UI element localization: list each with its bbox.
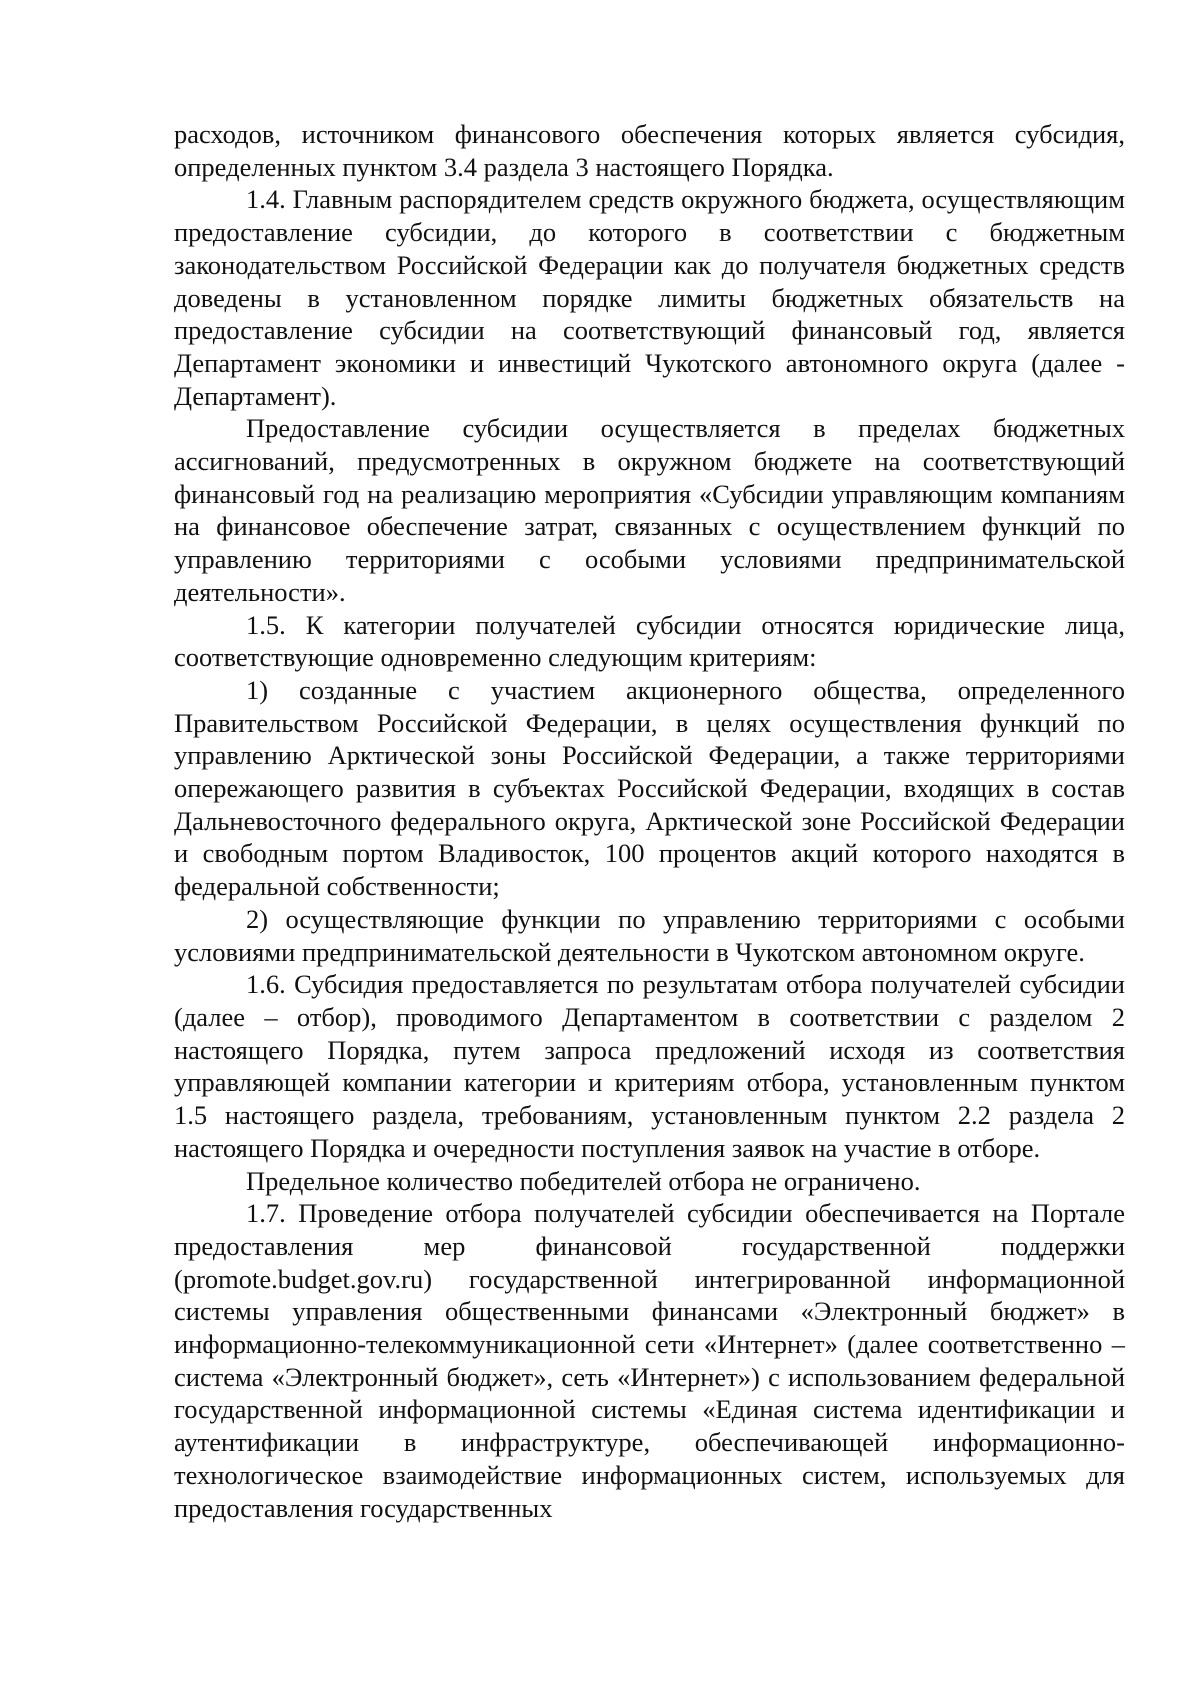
paragraph-item-1-7: 1.7. Проведение отбора получателей субсидии обеспечивается на Портале предоставления мер финансовой государственной поддержки (promote.budget.gov.ru) государственной интегрированной информационной системы управления общественными финансами «Электронный бюджет» в информационно-телекоммуникационной сети «Интернет» (далее соответственно – система «Электронный бюджет», сеть «Интернет») с использованием федеральной государственной информационной системы «Единая система идентификации и аутентификации в инфраструктуре, обеспечивающей информационно-технологическое взаимодействие информационных систем, используемых для предоставления государственных bbox=[174, 1198, 1125, 1523]
paragraph-item-1-4: 1.4. Главным распорядителем средств окружного бюджета, осуществляющим предоставление субсидии, до которого в соответствии с бюджетным законодательством Российской Федерации как до получателя бюджетных средств доведены в установленном порядке лимиты бюджетных обязательств на предоставление субсидии на соответствующий финансовый год, является Департамент экономики и инвестиций Чукотского автономного округа (далее - Департамент). bbox=[174, 184, 1125, 411]
paragraph-winners-limit: Предельное количество победителей отбора не ограничено. bbox=[246, 1165, 921, 1196]
document-page bbox=[174, 118, 1125, 1524]
paragraph-continuation: расходов, источником финансового обеспечения которых является субсидия, определенных пунктом 3.4 раздела 3 настоящего Порядка. bbox=[174, 119, 1125, 182]
paragraph-budget-allocations: Предоставление субсидии осуществляется в пределах бюджетных ассигнований, предусмотренных в окружном бюджете на соответствующий финансовый год на реализацию мероприятия «Субсидии управляющим компаниям на финансовое обеспечение затрат, связанных с осуществлением функций по управлению территориями с особыми условиями предпринимательской деятельности». bbox=[174, 413, 1125, 607]
paragraph-criterion-1: 1) созданные с участием акционерного общества, определенного Правительством Российской Федерации, в целях осуществления функций по управлению Арктической зоны Российской Федерации, а также территориями опережающего развития в субъектах Российской Федерации, входящих в состав Дальневосточного федерального округа, Арктической зоне Российской Федерации и свободным портом Владивосток, 100 процентов акций которого находятся в федеральной собственности; bbox=[174, 674, 1125, 902]
paragraph-criterion-2: 2) осуществляющие функции по управлению территориями с особыми условиями предпринимательской деятельности в Чукотском автономном округе. bbox=[174, 903, 1125, 967]
paragraph-item-1-5: 1.5. К категории получателей субсидии относятся юридические лица, соответствующие одновременно следующим критериям: bbox=[174, 609, 1125, 673]
paragraph-item-1-6: 1.6. Субсидия предоставляется по результатам отбора получателей субсидии (далее – отбор), проводимого Департаментом в соответствии с разделом 2 настоящего Порядка, путем запроса предложений исходя из соответствия управляющей компании категории и критериям отбора, установленным пунктом 1.5 настоящего раздела, требованиям, установленным пунктом 2.2 раздела 2 настоящего Порядка и очередности поступления заявок на участие в отборе. bbox=[174, 969, 1125, 1163]
